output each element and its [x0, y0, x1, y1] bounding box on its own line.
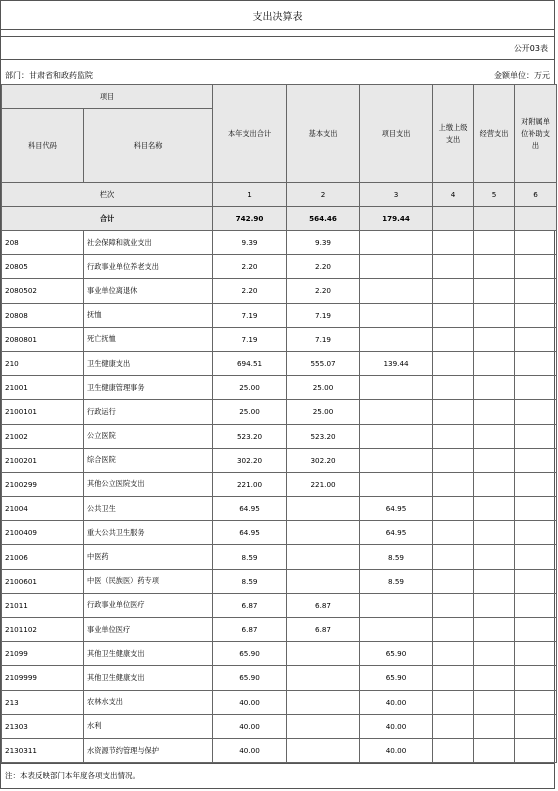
- cell-remit: [433, 448, 474, 472]
- row-index-col: 1: [213, 183, 287, 207]
- cell-basic: [287, 521, 360, 545]
- cell-code: 2100299: [2, 472, 84, 496]
- cell-total: 65.90: [213, 642, 287, 666]
- table-row: [2, 642, 557, 666]
- cell-name: 行政事业单位医疗: [84, 593, 213, 617]
- table-row: [2, 738, 557, 762]
- department-label: 部门：甘肃省和政药监院: [5, 71, 93, 80]
- row-index-label: 栏次: [2, 183, 213, 207]
- cell-code: 21001: [2, 376, 84, 400]
- cell-remit: [433, 231, 474, 255]
- cell-total: 65.90: [213, 666, 287, 690]
- cell-remit: [433, 400, 474, 424]
- table-row: [2, 497, 557, 521]
- table-row: [2, 472, 557, 496]
- cell-code: 21011: [2, 593, 84, 617]
- cell-basic: [287, 666, 360, 690]
- cell-total: 302.20: [213, 448, 287, 472]
- cell-code: 20808: [2, 303, 84, 327]
- table-row: [2, 714, 557, 738]
- cell-project: 139.44: [360, 351, 433, 375]
- cell-subsidy: [515, 279, 557, 303]
- cell-subsidy: [515, 545, 557, 569]
- cell-total: 6.87: [213, 618, 287, 642]
- cell-basic: 523.20: [287, 424, 360, 448]
- cell-basic: 6.87: [287, 618, 360, 642]
- cell-code: 2101102: [2, 618, 84, 642]
- header-item: 项目: [2, 85, 213, 109]
- cell-code: 2080801: [2, 327, 84, 351]
- table-row: [2, 448, 557, 472]
- cell-name: 中医药: [84, 545, 213, 569]
- cell-subsidy: [515, 666, 557, 690]
- cell-project: 40.00: [360, 714, 433, 738]
- cell-subsidy: [515, 618, 557, 642]
- cell-operate: [474, 497, 515, 521]
- cell-basic: 6.87: [287, 593, 360, 617]
- cell-subsidy: [515, 255, 557, 279]
- cell-project: [360, 279, 433, 303]
- cell-name: 公共卫生: [84, 497, 213, 521]
- cell-subsidy: [515, 327, 557, 351]
- cell-code: 20805: [2, 255, 84, 279]
- cell-remit: [433, 376, 474, 400]
- header-basic: 基本支出: [287, 85, 360, 183]
- cell-operate: [474, 642, 515, 666]
- cell-remit: [433, 642, 474, 666]
- total-label: 合计: [2, 207, 213, 231]
- cell-subsidy: [515, 593, 557, 617]
- cell-total: 7.19: [213, 327, 287, 351]
- cell-basic: [287, 714, 360, 738]
- cell-total: 2.20: [213, 255, 287, 279]
- table-note: 注：本表反映部门本年度各项支出情况。: [1, 763, 554, 787]
- cell-remit: [433, 690, 474, 714]
- table-row: [2, 690, 557, 714]
- spacer-row: [1, 30, 554, 37]
- cell-code: 2100601: [2, 569, 84, 593]
- cell-name: 重大公共卫生服务: [84, 521, 213, 545]
- cell-total: 64.95: [213, 497, 287, 521]
- cell-remit: [433, 521, 474, 545]
- cell-operate: [474, 593, 515, 617]
- table-row: [2, 666, 557, 690]
- cell-remit: [433, 472, 474, 496]
- cell-remit: [433, 569, 474, 593]
- cell-code: 21004: [2, 497, 84, 521]
- cell-operate: [474, 690, 515, 714]
- table-row: [2, 255, 557, 279]
- cell-project: [360, 255, 433, 279]
- cell-remit: [433, 327, 474, 351]
- cell-operate: [474, 618, 515, 642]
- cell-code: 21099: [2, 642, 84, 666]
- cell-subsidy: [515, 569, 557, 593]
- cell-project: [360, 303, 433, 327]
- row-index-col: 4: [433, 183, 474, 207]
- cell-code: 213: [2, 690, 84, 714]
- cell-project: [360, 448, 433, 472]
- cell-total: 8.59: [213, 545, 287, 569]
- table-row: [2, 303, 557, 327]
- cell-name: 死亡抚恤: [84, 327, 213, 351]
- cell-basic: [287, 642, 360, 666]
- cell-total: 40.00: [213, 738, 287, 762]
- header-code: 科目代码: [2, 109, 84, 183]
- cell-remit: [433, 545, 474, 569]
- cell-code: 208: [2, 231, 84, 255]
- table-row: [2, 231, 557, 255]
- cell-remit: [433, 424, 474, 448]
- cell-subsidy: [515, 376, 557, 400]
- table-row: [2, 400, 557, 424]
- cell-remit: [433, 666, 474, 690]
- cell-subsidy: [515, 497, 557, 521]
- cell-total: 6.87: [213, 593, 287, 617]
- cell-code: 2109999: [2, 666, 84, 690]
- cell-basic: 7.19: [287, 303, 360, 327]
- cell-basic: 555.07: [287, 351, 360, 375]
- cell-project: 40.00: [360, 690, 433, 714]
- cell-subsidy: [515, 714, 557, 738]
- cell-operate: [474, 472, 515, 496]
- cell-project: [360, 618, 433, 642]
- cell-name: 中医（民族医）药专项: [84, 569, 213, 593]
- cell-name: 水资源节约管理与保护: [84, 738, 213, 762]
- cell-total: 2.20: [213, 279, 287, 303]
- cell-remit: [433, 303, 474, 327]
- cell-remit: [433, 279, 474, 303]
- cell-project: [360, 593, 433, 617]
- cell-operate: [474, 714, 515, 738]
- cell-remit: [433, 738, 474, 762]
- cell-operate: [474, 303, 515, 327]
- cell-operate: [474, 424, 515, 448]
- cell-operate: [474, 666, 515, 690]
- cell-project: 65.90: [360, 666, 433, 690]
- table-row: [2, 618, 557, 642]
- cell-subsidy: [515, 448, 557, 472]
- cell-code: 2130311: [2, 738, 84, 762]
- expenditure-table: [1, 84, 557, 763]
- cell-basic: 2.20: [287, 279, 360, 303]
- total-remit: [433, 207, 474, 231]
- header-subsidy: 对附属单位补助支出: [515, 85, 557, 183]
- cell-basic: [287, 738, 360, 762]
- cell-subsidy: [515, 642, 557, 666]
- cell-name: 其他卫生健康支出: [84, 642, 213, 666]
- header-operate: 经营支出: [474, 85, 515, 183]
- cell-subsidy: [515, 351, 557, 375]
- total-operate: [474, 207, 515, 231]
- table-row: [2, 376, 557, 400]
- row-index-col: 3: [360, 183, 433, 207]
- cell-name: 农林水支出: [84, 690, 213, 714]
- cell-operate: [474, 400, 515, 424]
- cell-name: 行政运行: [84, 400, 213, 424]
- cell-name: 事业单位离退休: [84, 279, 213, 303]
- cell-project: [360, 400, 433, 424]
- cell-basic: [287, 497, 360, 521]
- cell-code: 2100101: [2, 400, 84, 424]
- cell-remit: [433, 255, 474, 279]
- cell-basic: 221.00: [287, 472, 360, 496]
- cell-project: [360, 424, 433, 448]
- header-total: 本年支出合计: [213, 85, 287, 183]
- table-row: [2, 327, 557, 351]
- cell-name: 社会保障和就业支出: [84, 231, 213, 255]
- cell-total: 40.00: [213, 714, 287, 738]
- cell-project: [360, 376, 433, 400]
- cell-project: 8.59: [360, 545, 433, 569]
- cell-basic: 2.20: [287, 255, 360, 279]
- header-row-1: [2, 85, 557, 109]
- cell-operate: [474, 279, 515, 303]
- row-index: [2, 183, 557, 207]
- cell-remit: [433, 593, 474, 617]
- cell-name: 其他卫生健康支出: [84, 666, 213, 690]
- cell-project: 64.95: [360, 521, 433, 545]
- cell-operate: [474, 569, 515, 593]
- cell-project: [360, 472, 433, 496]
- total-subsidy: [515, 207, 557, 231]
- cell-total: 25.00: [213, 400, 287, 424]
- cell-operate: [474, 231, 515, 255]
- cell-subsidy: [515, 303, 557, 327]
- cell-operate: [474, 448, 515, 472]
- cell-operate: [474, 376, 515, 400]
- report-title: 支出决算表: [1, 1, 554, 30]
- row-index-col: 5: [474, 183, 515, 207]
- cell-code: 21006: [2, 545, 84, 569]
- cell-name: 事业单位医疗: [84, 618, 213, 642]
- cell-basic: [287, 569, 360, 593]
- row-index-col: 6: [515, 183, 557, 207]
- cell-total: 25.00: [213, 376, 287, 400]
- cell-name: 水利: [84, 714, 213, 738]
- cell-code: 2080502: [2, 279, 84, 303]
- cell-subsidy: [515, 231, 557, 255]
- cell-basic: 9.39: [287, 231, 360, 255]
- total-basic: 564.46: [287, 207, 360, 231]
- table-row: [2, 279, 557, 303]
- cell-subsidy: [515, 424, 557, 448]
- cell-operate: [474, 255, 515, 279]
- total-row: [2, 207, 557, 231]
- cell-name: 抚恤: [84, 303, 213, 327]
- cell-total: 64.95: [213, 521, 287, 545]
- cell-code: 2100409: [2, 521, 84, 545]
- cell-name: 卫生健康支出: [84, 351, 213, 375]
- cell-remit: [433, 351, 474, 375]
- table-row: [2, 593, 557, 617]
- cell-total: 40.00: [213, 690, 287, 714]
- cell-operate: [474, 327, 515, 351]
- cell-operate: [474, 521, 515, 545]
- cell-subsidy: [515, 738, 557, 762]
- cell-name: 其他公立医院支出: [84, 472, 213, 496]
- cell-name: 卫生健康管理事务: [84, 376, 213, 400]
- cell-total: 523.20: [213, 424, 287, 448]
- cell-name: 综合医院: [84, 448, 213, 472]
- cell-basic: 25.00: [287, 376, 360, 400]
- cell-operate: [474, 351, 515, 375]
- cell-project: 40.00: [360, 738, 433, 762]
- cell-total: 8.59: [213, 569, 287, 593]
- total-amount: 742.90: [213, 207, 287, 231]
- cell-code: 21002: [2, 424, 84, 448]
- table-row: [2, 569, 557, 593]
- table-row: [2, 545, 557, 569]
- cell-project: 64.95: [360, 497, 433, 521]
- cell-basic: [287, 690, 360, 714]
- cell-name: 公立医院: [84, 424, 213, 448]
- cell-subsidy: [515, 400, 557, 424]
- table-row: [2, 521, 557, 545]
- cell-subsidy: [515, 521, 557, 545]
- cell-basic: [287, 545, 360, 569]
- header-remit: 上缴上级支出: [433, 85, 474, 183]
- header-project: 项目支出: [360, 85, 433, 183]
- total-project: 179.44: [360, 207, 433, 231]
- cell-total: 694.51: [213, 351, 287, 375]
- cell-basic: 302.20: [287, 448, 360, 472]
- cell-operate: [474, 545, 515, 569]
- cell-code: 2100201: [2, 448, 84, 472]
- row-index-col: 2: [287, 183, 360, 207]
- cell-project: 65.90: [360, 642, 433, 666]
- cell-total: 221.00: [213, 472, 287, 496]
- cell-basic: 7.19: [287, 327, 360, 351]
- cell-remit: [433, 497, 474, 521]
- cell-remit: [433, 618, 474, 642]
- cell-code: 210: [2, 351, 84, 375]
- table-row: [2, 351, 557, 375]
- cell-project: [360, 327, 433, 351]
- table-row: [2, 424, 557, 448]
- cell-subsidy: [515, 690, 557, 714]
- cell-total: 9.39: [213, 231, 287, 255]
- cell-code: 21303: [2, 714, 84, 738]
- cell-operate: [474, 738, 515, 762]
- form-code: 公开03表: [1, 37, 554, 60]
- meta-row: [1, 60, 554, 84]
- cell-project: [360, 231, 433, 255]
- cell-total: 7.19: [213, 303, 287, 327]
- cell-remit: [433, 714, 474, 738]
- cell-subsidy: [515, 472, 557, 496]
- cell-project: 8.59: [360, 569, 433, 593]
- cell-basic: 25.00: [287, 400, 360, 424]
- header-name: 科目名称: [84, 109, 213, 183]
- cell-name: 行政事业单位养老支出: [84, 255, 213, 279]
- unit-label: 金额单位：万元: [494, 71, 550, 80]
